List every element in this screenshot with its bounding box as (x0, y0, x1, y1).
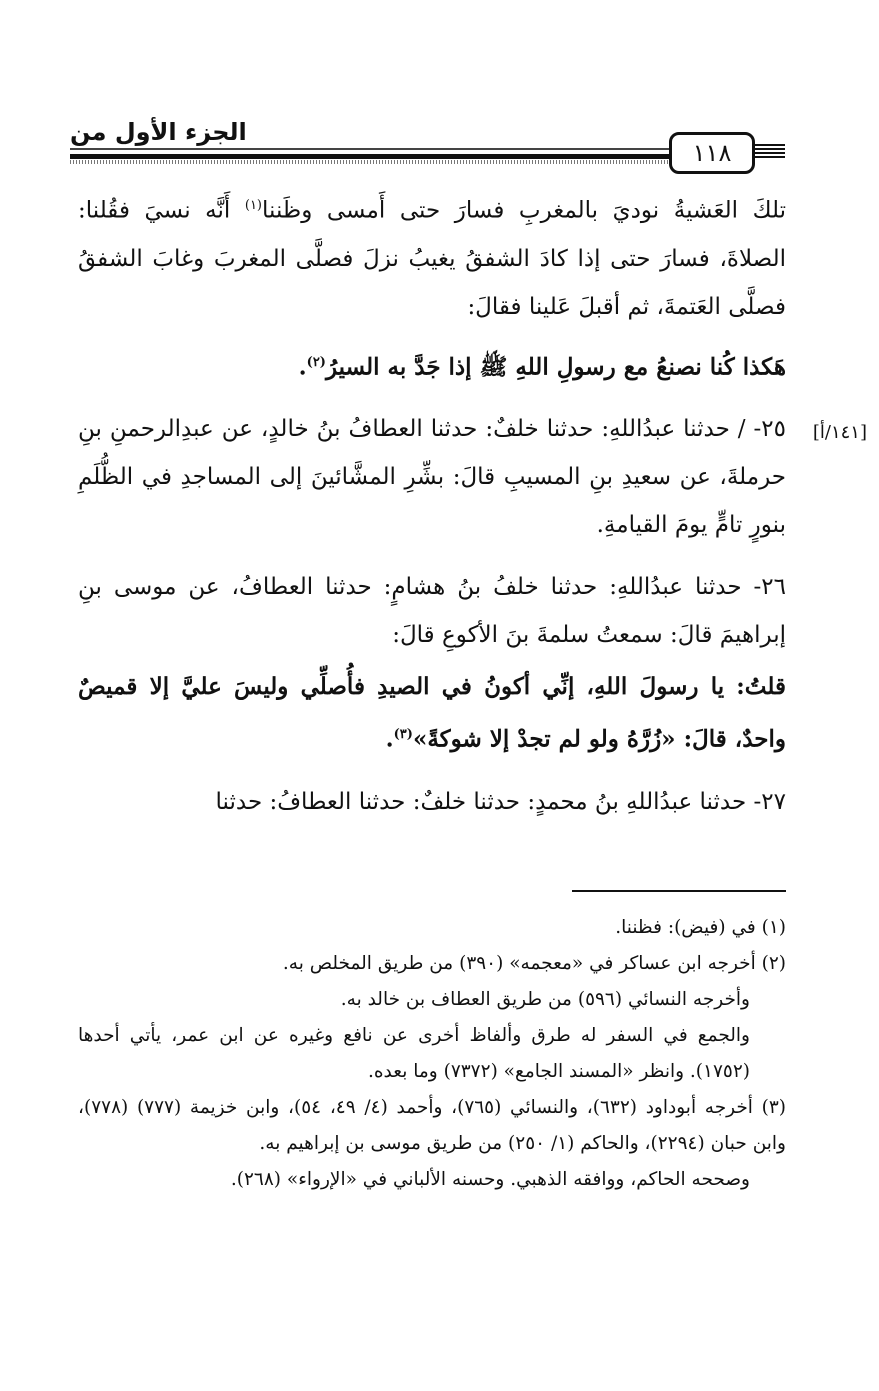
hadith-text: هَكذا كُنا نصنعُ مع رسولِ اللهِ ﷺ إذا جَدَّ به السيرُ (325, 353, 786, 381)
header-rule-thick (70, 154, 670, 159)
text-line: العَتمةَ، ثم أقبلَ عَلينا فقالَ: (467, 293, 721, 320)
footnotes (78, 910, 786, 1198)
narration-27: ٢٧- حدثنا عبدُاللهِ بنُ محمدٍ: حدثنا خلفٌ: حدثنا العطافُ: حدثنا (215, 788, 786, 815)
hadith-quote: هَكذا كُنا نصنعُ مع رسولِ اللهِ ﷺ إذا جَدَّ به السيرُ$^{(٢)}$. (298, 353, 786, 381)
footnote-2: (٢) أخرجه ابن عساكر في «معجمه» (٣٩٠) من طريق المخلص به. (282, 953, 786, 974)
header-rule-hatch (70, 160, 670, 164)
footnote-2-line: والجمع في السفر له طرق وألفاظ أخرى عن نافع وغيره عن ابن عمر، يأتي أحدها (١٧٥٢). وانظر «المسند الجامع» (٧٣٧٢) وما بعده. (78, 1025, 750, 1082)
main-text (78, 182, 786, 826)
footnote-separator (572, 890, 786, 892)
header-rule-thin (70, 148, 670, 150)
paragraph-continuation (78, 182, 786, 331)
footnote-ref[interactable]: (٢) (306, 354, 326, 370)
hadith-text: قلتُ: يا رسولَ اللهِ، إنِّي أكونُ في الصيدِ فأُصلِّي وليسَ عليَّ إلا قميصٌ واحدٌ، قالَ: «زُرَّهُ ولو لم تجدْ إلا شوكةً» (78, 673, 786, 753)
footnote-3-line: وصححه الحاكم، ووافقه الذهبي. وحسنه الألباني في «الإرواء» (٢٦٨). (230, 1169, 750, 1190)
running-title: الجزء الأول من (70, 118, 247, 146)
footnote-ref[interactable]: (١) (244, 198, 262, 213)
footnote-3: (٣) أخرجه أبوداود (٦٣٢)، والنسائي (٧٦٥)، وأحمد (٤/ ٤٩، ٥٤)، وابن خزيمة (٧٧٧) (٧٧٨)، وابن حبان (٢٢٩٤)، والحاكم (١/ ٢٥٠) من طريق موسى بن إبراهيم به. (78, 1097, 787, 1154)
text-line: فسارَ حتى إذا كادَ الشفقُ يغيبُ نزلَ فصلَّى المغربَ وغابَ الشفقُ فصلَّى (78, 245, 786, 320)
footnote-2-line: وأخرجه النسائي (٥٩٦) من طريق العطاف بن خالد به. (340, 989, 750, 1010)
manuscript-folio-note: [١٤١/أ] (812, 422, 867, 443)
page-number: ١١٨ (669, 132, 755, 174)
hadith-quote: قلتُ: يا رسولَ اللهِ، إنِّي أكونُ في الصيدِ فأُصلِّي وليسَ عليَّ إلا قميصٌ واحدٌ، قالَ: «زُرَّهُ ولو لم تجدْ إلا شوكةً»$^{(٣)}$. (78, 673, 786, 753)
page-header (70, 110, 785, 170)
text-line: تلكَ العَشيةُ نوديَ بالمغربِ فسارَ حتى أَمسى وظَننا (262, 197, 786, 224)
footnote-ref[interactable]: (٣) (393, 727, 413, 743)
footnote-1: (١) في (فيض): فظننا. (615, 917, 786, 938)
page-number-tab (755, 144, 785, 158)
text-line: أَنَّه نسيَ فقُلنا: الصلاةَ، (78, 197, 787, 272)
narration-26: ٢٦- حدثنا عبدُاللهِ: حدثنا خلفُ بنُ هشامٍ: حدثنا العطافُ، عن موسى بنِ إبراهيمَ قالَ: سمعتُ سلمةَ بنَ الأكوعِ قالَ: (78, 574, 786, 649)
narration-25: ٢٥- / حدثنا عبدُاللهِ: حدثنا خلفٌ: حدثنا العطافُ بنُ خالدٍ، عن عبدِالرحمنِ بنِ حرملةَ، عن سعيدِ بنِ المسيبِ قالَ: بشِّرِ المشَّائينَ إلى المساجدِ في الظُّلَمِ بنورٍ تامٍّ يومَ القيامةِ. (78, 416, 786, 539)
